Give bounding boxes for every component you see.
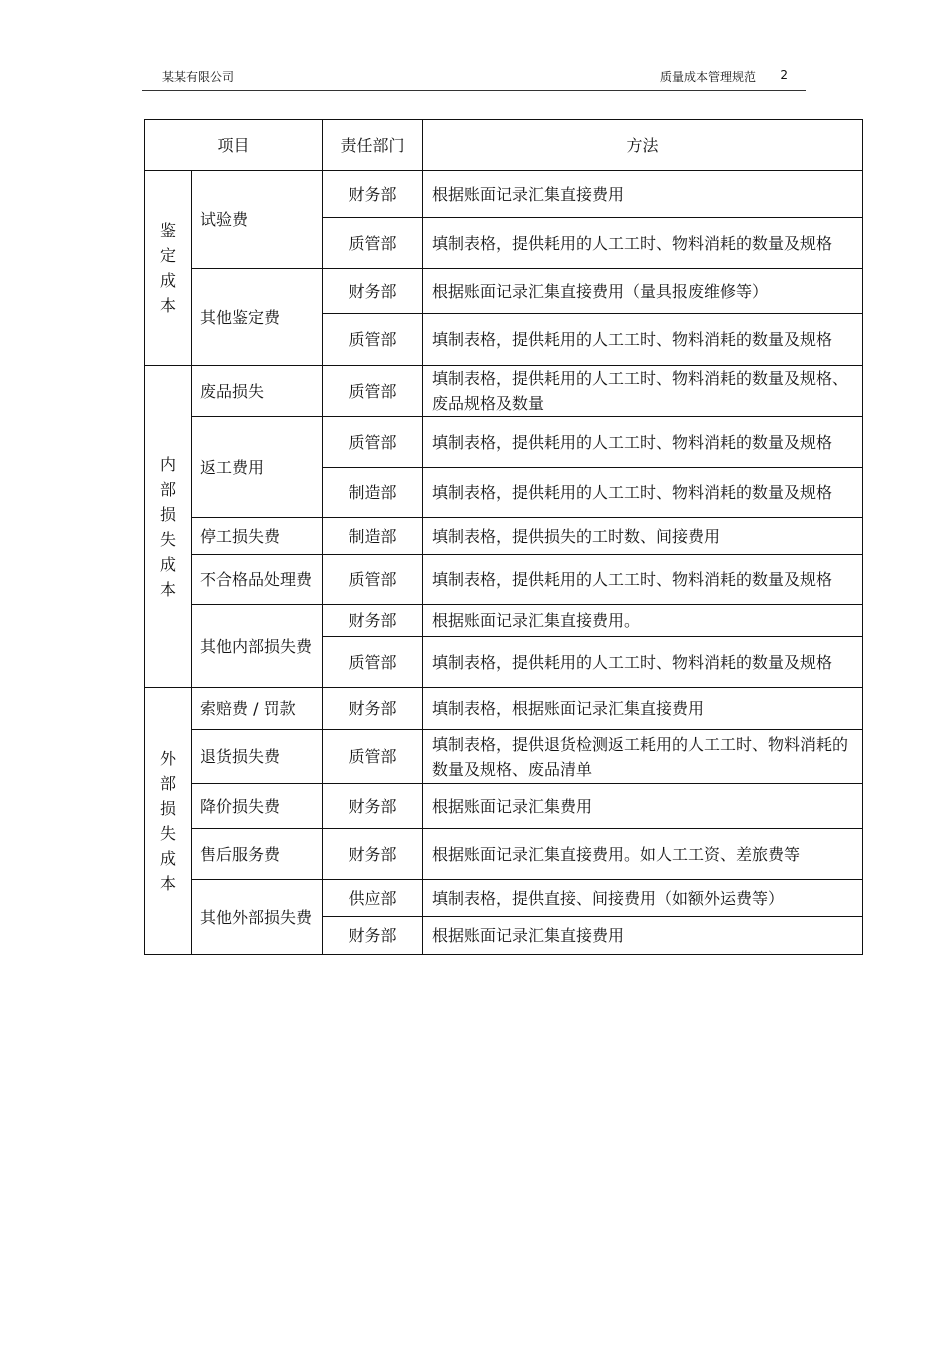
- method-cell: 填制表格，提供耗用的人工工时、物料消耗的数量及规格: [423, 468, 863, 518]
- method-cell: 填制表格，提供直接、间接费用（如额外运费等）: [423, 880, 863, 917]
- table-header-row: [145, 120, 863, 171]
- method-cell: 填制表格，提供耗用的人工工时、物料消耗的数量及规格: [423, 555, 863, 605]
- method-cell: 填制表格，提供损失的工时数、间接费用: [423, 518, 863, 555]
- method-cell: 填制表格，提供耗用的人工工时、物料消耗的数量及规格: [423, 417, 863, 468]
- document-title: 质量成本管理规范: [659, 70, 756, 84]
- dept-cell: 制造部: [323, 518, 423, 555]
- header-item: 项目: [145, 120, 323, 171]
- method-cell: 根据账面记录汇集直接费用（量具报废维修等）: [423, 269, 863, 314]
- table-row: [145, 269, 863, 314]
- item-cell: 其他外部损失费: [192, 880, 323, 955]
- method-cell: 根据账面记录汇集直接费用: [423, 171, 863, 218]
- method-cell: 填制表格，提供耗用的人工工时、物料消耗的数量及规格: [423, 314, 863, 366]
- header-dept: 责任部门: [323, 120, 423, 171]
- page-header: [142, 66, 806, 91]
- quality-cost-table: [144, 119, 863, 955]
- dept-cell: 财务部: [323, 171, 423, 218]
- table-row: [145, 784, 863, 829]
- category-label: 内部损失成本: [159, 454, 176, 599]
- dept-cell: 质管部: [323, 417, 423, 468]
- method-cell: 填制表格，提供耗用的人工工时、物料消耗的数量及规格: [423, 218, 863, 269]
- item-cell: 降价损失费: [192, 784, 323, 829]
- table-row: [145, 518, 863, 555]
- item-cell: 售后服务费: [192, 829, 323, 880]
- category-label: 外部损失成本: [159, 749, 176, 893]
- page-number: 2: [780, 68, 788, 82]
- company-name: 某某有限公司: [162, 70, 235, 84]
- header-method: 方法: [423, 120, 863, 171]
- table-row: [145, 688, 863, 730]
- method-cell: 填制表格，提供耗用的人工工时、物料消耗的数量及规格: [423, 637, 863, 688]
- dept-cell: 财务部: [323, 784, 423, 829]
- item-cell: 其他鉴定费: [192, 269, 323, 366]
- method-cell: 根据账面记录汇集直接费用。: [423, 605, 863, 637]
- method-cell: 根据账面记录汇集直接费用: [423, 917, 863, 955]
- table-row: [145, 366, 863, 417]
- dept-cell: 质管部: [323, 218, 423, 269]
- category-cell: [145, 171, 192, 366]
- category-cell: [145, 366, 192, 688]
- item-cell: 试验费: [192, 171, 323, 269]
- table-row: [145, 829, 863, 880]
- dept-cell: 财务部: [323, 688, 423, 730]
- category-cell: [145, 688, 192, 955]
- item-cell: 退货损失费: [192, 730, 323, 784]
- item-cell: 不合格品处理费: [192, 555, 323, 605]
- table-row: [145, 730, 863, 784]
- dept-cell: 制造部: [323, 468, 423, 518]
- dept-cell: 质管部: [323, 555, 423, 605]
- method-cell: 根据账面记录汇集直接费用。如人工工资、差旅费等: [423, 829, 863, 880]
- dept-cell: 财务部: [323, 605, 423, 637]
- dept-cell: 供应部: [323, 880, 423, 917]
- method-cell: 根据账面记录汇集费用: [423, 784, 863, 829]
- table-row: [145, 417, 863, 468]
- item-cell: 废品损失: [192, 366, 323, 417]
- dept-cell: 财务部: [323, 917, 423, 955]
- table-row: [145, 605, 863, 637]
- dept-cell: 质管部: [323, 637, 423, 688]
- table-row: [145, 171, 863, 218]
- method-cell: 填制表格，根据账面记录汇集直接费用: [423, 688, 863, 730]
- dept-cell: 质管部: [323, 366, 423, 417]
- item-cell: 索赔费 / 罚款: [192, 688, 323, 730]
- dept-cell: 财务部: [323, 269, 423, 314]
- dept-cell: 质管部: [323, 314, 423, 366]
- category-label: 鉴定成本: [159, 221, 176, 315]
- item-cell: 其他内部损失费: [192, 605, 323, 688]
- item-cell: 返工费用: [192, 417, 323, 518]
- table-row: [145, 555, 863, 605]
- method-cell: 填制表格，提供耗用的人工工时、物料消耗的数量及规格、废品规格及数量: [423, 366, 863, 417]
- dept-cell: 质管部: [323, 730, 423, 784]
- method-cell: 填制表格，提供退货检测返工耗用的人工工时、物料消耗的数量及规格、废品清单: [423, 730, 863, 784]
- item-cell: 停工损失费: [192, 518, 323, 555]
- table-row: [145, 880, 863, 917]
- dept-cell: 财务部: [323, 829, 423, 880]
